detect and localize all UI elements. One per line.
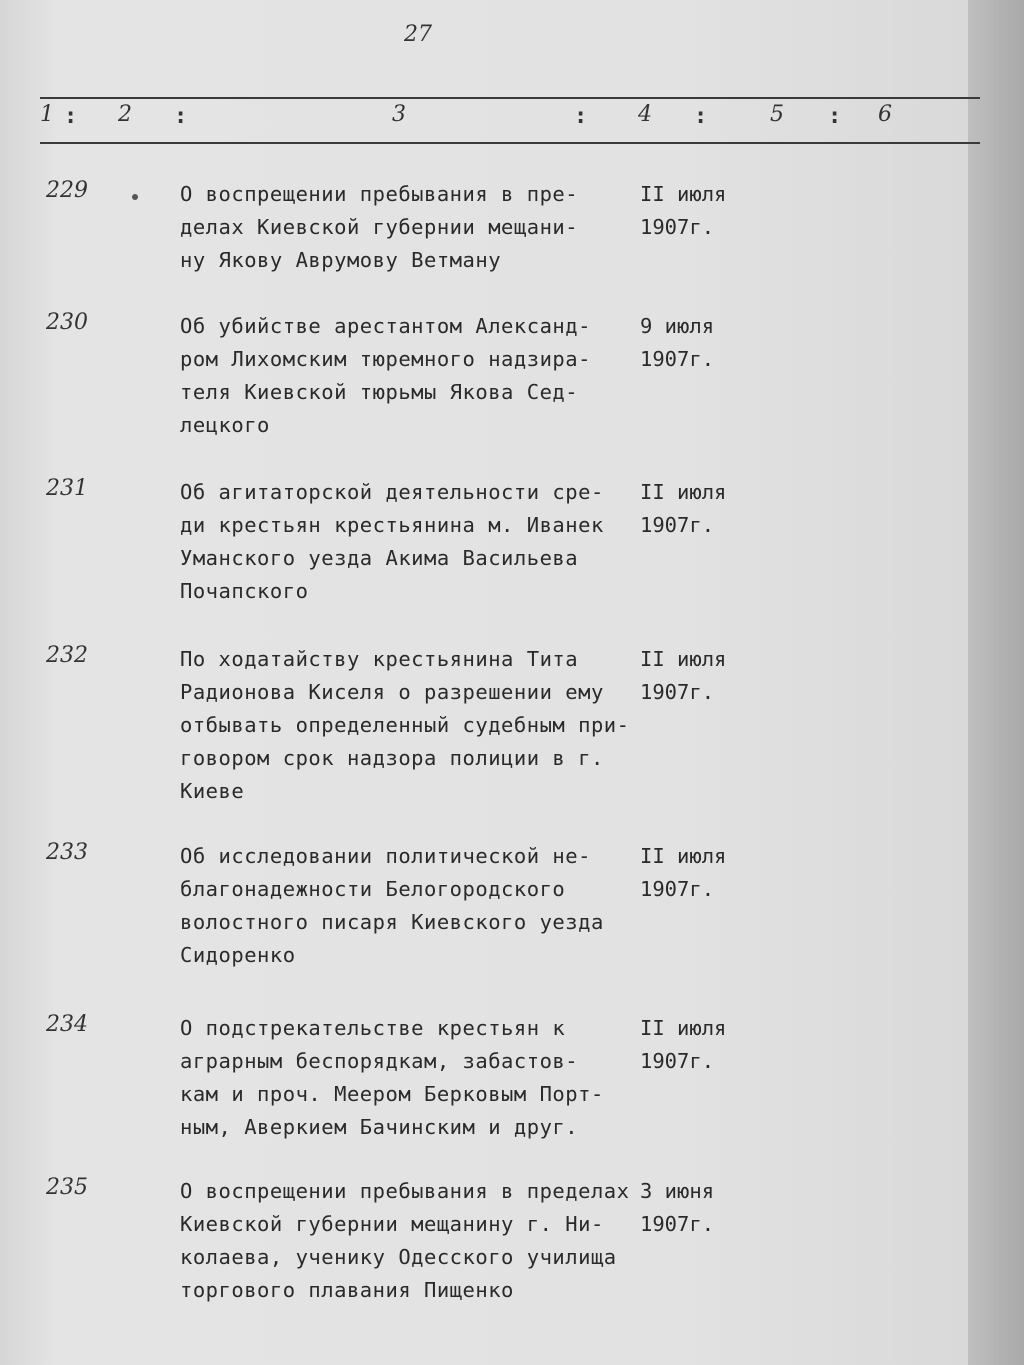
column-1-label: 1 [40,102,54,127]
column-2-label: 2 [118,102,132,127]
column-separator: : [64,104,78,129]
row-date: II июля 1907г. [640,1016,727,1073]
row-number: 235 [46,1175,88,1200]
row-number: 232 [46,643,88,668]
column-6-label: 6 [878,102,892,127]
row-title: О воспрещении пребывания в пределах Киевской губернии мещанину г. Ни- колаева, ученику Одесского училища торгового плавания Пищенко [180,1179,630,1302]
column-5-label: 5 [770,102,784,127]
row-number: 234 [46,1012,88,1037]
row-date: II июля 1907г. [640,844,727,901]
row-date: II июля 1907г. [640,182,727,239]
row-title: По ходатайству крестьянина Тита Радионова Киселя о разрешении ему отбывать определенный судебным при- говором срок надзора полиции в г. Киеве [180,647,630,803]
row-date: II июля 1907г. [640,647,727,704]
column-3-label: 3 [392,102,406,127]
row-date: 3 июня 1907г. [640,1179,715,1236]
row-number: 233 [46,840,88,865]
row-date: II июля 1907г. [640,480,727,537]
column-separator: : [828,104,842,129]
row-title: Об агитаторской деятельности сре- ди крестьян крестьянина м. Иванек Уманского уезда Акима Васильева Почапского [180,480,604,603]
column-separator: : [694,104,708,129]
row-title: Об исследовании политической не- благонадежности Белогородского волостного писаря Киевского уезда Сидоренко [180,844,604,967]
column-4-label: 4 [638,102,652,127]
page-number: 27 [404,22,432,47]
column-separator: : [174,104,188,129]
row-title: Об убийстве арестантом Александ- ром Лихомским тюремного надзира- теля Киевской тюрьмы Якова Сед- лецкого [180,314,591,437]
row-number: 230 [46,310,88,335]
row-date: 9 июля 1907г. [640,314,715,371]
row-title: О подстрекательстве крестьян к аграрным беспорядкам, забастов- кам и проч. Меером Берковым Порт- ным, Аверкием Бачинским и друг. [180,1016,604,1139]
column-separator: : [574,104,588,129]
page-edge [968,0,1024,1365]
row-number: 231 [46,476,88,501]
row-title: О воспрещении пребывания в пре- делах Киевской губернии мещани- ну Якову Аврумову Ветману [180,182,579,272]
row-number: 229 [46,178,88,203]
